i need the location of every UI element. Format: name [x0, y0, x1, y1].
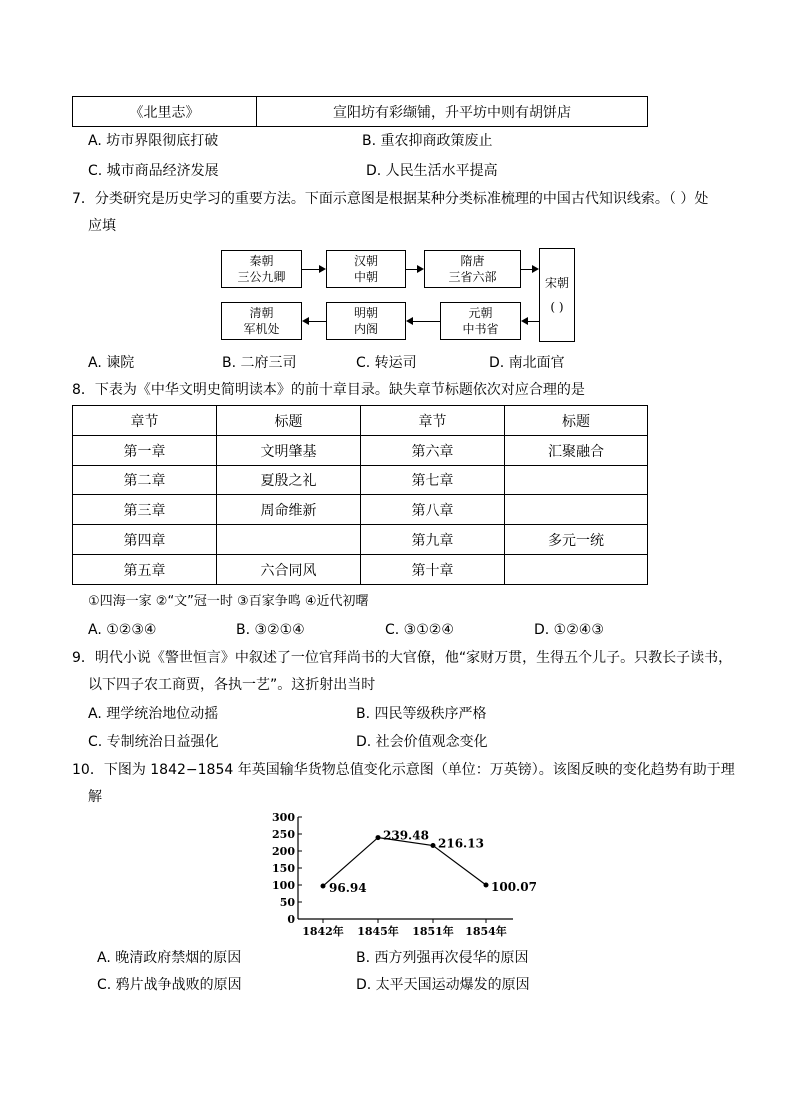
table-cell: 第二章 — [73, 466, 217, 495]
arrow-ming-qing — [309, 321, 326, 322]
data-point — [321, 884, 326, 889]
table-cell: 汇聚融合 — [505, 436, 648, 466]
arrowhead-yuan-ming — [406, 317, 413, 325]
table-cell — [505, 466, 648, 495]
arrowhead-song-yuan — [521, 317, 528, 325]
table-cell: 第七章 — [361, 466, 505, 495]
q6-option-c: C. 城市商品经济发展 — [88, 163, 219, 179]
arrowhead-ming-qing — [302, 317, 309, 325]
box-qing: 清朝 军机处 — [221, 302, 302, 340]
table-cell — [217, 525, 361, 555]
q9-option-a: A. 理学统治地位动摇 — [88, 706, 219, 722]
table-cell: 第四章 — [73, 525, 217, 555]
table-cell: 多元一统 — [505, 525, 648, 555]
arrowhead-qin-han — [319, 265, 326, 273]
arrowhead-sui-song — [532, 265, 539, 273]
box-ming: 明朝 内阁 — [326, 302, 406, 340]
arrow-yuan-ming — [413, 321, 440, 322]
q6-option-d: D. 人民生活水平提高 — [366, 163, 498, 179]
q10-line-chart — [268, 811, 537, 940]
q8-items: ①四海一家 ②“文”冠一时 ③百家争鸣 ④近代初曙 — [88, 594, 369, 609]
arrowhead-han-sui — [417, 265, 424, 273]
q9-option-b: B. 四民等级秩序严格 — [356, 706, 487, 722]
q6-option-b: B. 重农抑商政策废止 — [362, 133, 493, 149]
q10-option-b: B. 西方列强再次侵华的原因 — [356, 950, 529, 966]
data-label: 100.07 — [491, 879, 537, 894]
table-cell: 周命维新 — [217, 495, 361, 525]
q7-option-c: C. 转运司 — [356, 355, 417, 371]
q8-table — [72, 405, 648, 585]
y-tick-label: 50 — [279, 896, 295, 909]
table-cell: 第六章 — [361, 436, 505, 466]
q7-option-d: D. 南北面官 — [489, 355, 565, 371]
table-cell: 第一章 — [73, 436, 217, 466]
q8-option-b: B. ③②①④ — [236, 622, 305, 638]
y-tick-label: 150 — [272, 862, 295, 875]
x-tick-label: 1854年 — [465, 925, 507, 938]
q7-stem-line1: 7．分类研究是历史学习的重要方法。下面示意图是根据某种分类标准梳理的中国古代知识线索。（ ）处 — [72, 191, 709, 207]
table-cell: 第八章 — [361, 495, 505, 525]
q9-stem-line1: 9．明代小说《警世恒言》中叙述了一位官拜尚书的大官僚，他“家财万贯，生得五个儿子。只教长子读书， — [72, 650, 733, 666]
data-label: 96.94 — [329, 881, 367, 896]
box-qin: 秦朝 三公九卿 — [221, 250, 302, 288]
q8-option-c: C. ③①②④ — [385, 622, 454, 638]
x-tick-label: 1845年 — [357, 925, 399, 938]
table-row — [73, 495, 648, 525]
q8-header: 章节 — [73, 406, 217, 436]
q9-option-d: D. 社会价值观念变化 — [356, 734, 488, 750]
y-tick-label: 300 — [272, 811, 295, 824]
arrow-han-sui — [406, 269, 417, 270]
q8-option-d: D. ①②④③ — [534, 622, 604, 638]
table-row — [73, 525, 648, 555]
q10-option-a: A. 晚清政府禁烟的原因 — [97, 950, 242, 966]
q6-table — [72, 96, 648, 127]
arrow-song-yuan — [528, 321, 539, 322]
table-cell: 第三章 — [73, 495, 217, 525]
y-tick-label: 250 — [272, 828, 295, 841]
table-cell: 第五章 — [73, 555, 217, 585]
q8-stem: 8．下表为《中华文明史简明读本》的前十章目录。缺失章节标题依次对应合理的是 — [72, 382, 585, 398]
y-tick-label: 100 — [272, 879, 295, 892]
q8-header: 标题 — [505, 406, 648, 436]
q10-option-c: C. 鸦片战争战败的原因 — [97, 977, 242, 993]
q6-option-a: A. 坊市界限彻底打破 — [88, 133, 219, 149]
table-cell — [505, 495, 648, 525]
q7-option-b: B. 二府三司 — [222, 355, 297, 371]
q10-option-d: D. 太平天国运动爆发的原因 — [356, 977, 530, 993]
table-cell: 六合同风 — [217, 555, 361, 585]
table-cell: 第九章 — [361, 525, 505, 555]
box-suitang: 隋唐 三省六部 — [424, 250, 521, 288]
q10-stem-line2: 解 — [88, 789, 102, 805]
arrow-sui-song — [521, 269, 532, 270]
table-cell: 夏殷之礼 — [217, 466, 361, 495]
box-han: 汉朝 中朝 — [326, 250, 406, 288]
q7-option-a: A. 谏院 — [88, 355, 135, 371]
q7-stem-line2: 应填 — [88, 218, 116, 234]
box-yuan: 元朝 中书省 — [440, 302, 521, 340]
y-tick-label: 0 — [287, 913, 295, 926]
q6-content-cell: 宣阳坊有彩缬铺，升平坊中则有胡饼店 — [257, 97, 648, 127]
q6-source-cell: 《北里志》 — [73, 97, 257, 127]
y-tick-label: 200 — [272, 845, 295, 858]
data-label: 216.13 — [438, 836, 484, 851]
q8-header: 章节 — [361, 406, 505, 436]
data-label: 239.48 — [383, 828, 429, 843]
arrow-qin-han — [302, 269, 319, 270]
table-cell: 文明肇基 — [217, 436, 361, 466]
data-point — [376, 835, 381, 840]
data-point — [431, 843, 436, 848]
q8-header-row — [73, 406, 648, 436]
q9-stem-line2: 以下四子农工商贾，各执一艺”。这折射出当时 — [88, 677, 376, 693]
x-tick-label: 1851年 — [412, 925, 454, 938]
table-row — [73, 555, 648, 585]
table-row — [73, 466, 648, 495]
box-song: 宋朝 ( ) — [539, 248, 575, 342]
table-row — [73, 436, 648, 466]
q9-option-c: C. 专制统治日益强化 — [88, 734, 219, 750]
q8-option-a: A. ①②③④ — [88, 622, 157, 638]
table-cell — [505, 555, 648, 585]
q10-stem-line1: 10．下图为 1842−1854 年英国输华货物总值变化示意图（单位：万英镑）。该图反映的变化趋势有助于理 — [72, 762, 735, 778]
x-tick-label: 1842年 — [302, 925, 344, 938]
q8-header: 标题 — [217, 406, 361, 436]
data-point — [484, 882, 489, 887]
table-cell: 第十章 — [361, 555, 505, 585]
